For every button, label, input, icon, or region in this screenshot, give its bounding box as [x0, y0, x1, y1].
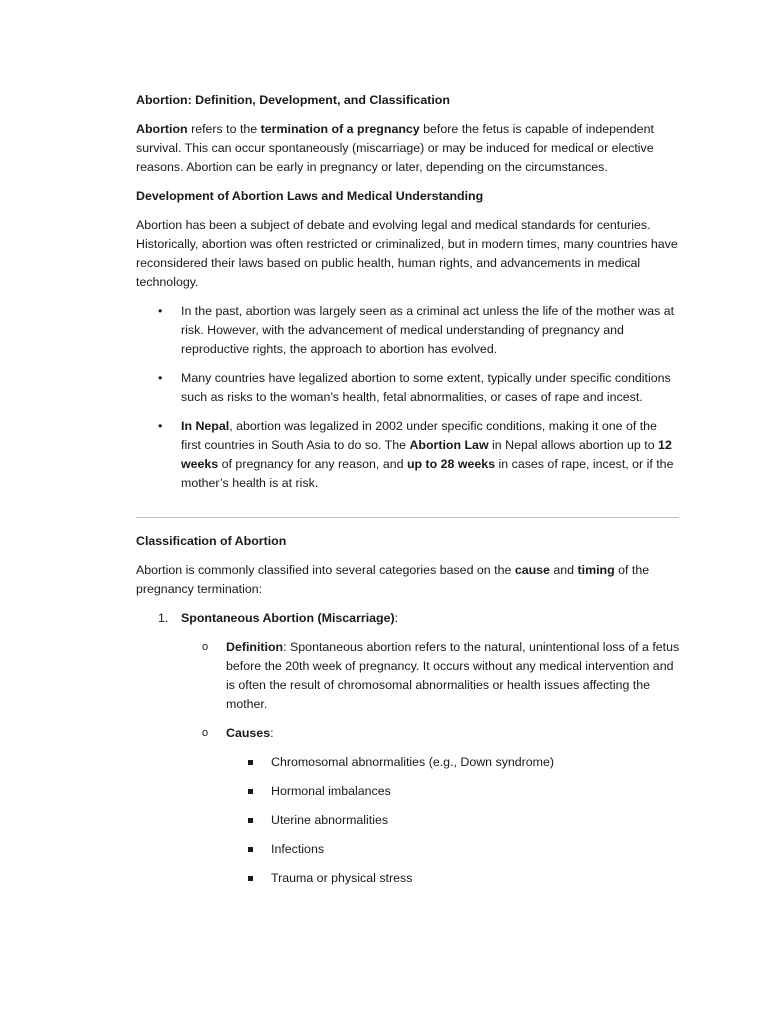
intro-term: Abortion: [136, 122, 188, 136]
weeks-12-label: 12 weeks: [181, 438, 672, 471]
square-bullet-icon: [248, 789, 253, 794]
list-item: [136, 840, 680, 859]
document-title: Abortion: Definition, Development, and Classification: [136, 93, 450, 107]
definition-label: Definition: [226, 640, 284, 654]
cause-label: cause: [514, 563, 550, 577]
bullet-text: In the past, abortion was largely seen as a criminal act unless the life of the mother was at risk. However, with the advancement of medical understanding of pregnancy and reproductive rights, the approach to abortion has evolved.: [181, 304, 675, 356]
circle-bullet-icon: o: [202, 727, 209, 739]
cause-text: Infections: [271, 842, 325, 856]
intro-text-2: before the fetus is capable of independent survival. This can occur spontaneously (miscarriage) or may be induced for medical or elective reasons. Abortion can be early in pregnancy or later, depending on the circumstances.: [136, 122, 654, 174]
classification-text: Abortion is commonly classified into several categories based on the: [136, 563, 515, 577]
document-body: [136, 91, 680, 898]
square-bullet-icon: [248, 760, 253, 765]
bullet-text-part: in cases of rape, incest, or if the mother’s health is at risk.: [181, 457, 674, 490]
intro-highlight: termination of a pregnancy: [260, 122, 420, 136]
item-colon: :: [394, 611, 399, 625]
circle-bullet-icon: o: [202, 641, 209, 653]
item-title: Spontaneous Abortion (Miscarriage): [181, 611, 395, 625]
bullet-icon: •: [158, 371, 163, 385]
causes-item: [136, 724, 680, 743]
bullet-text-part: , abortion was legalized in 2002 under specific conditions, making it one of the first countries in South Asia to do so. The: [181, 419, 657, 452]
cause-text: Uterine abnormalities: [271, 813, 389, 827]
intro-text-1: refers to the: [187, 122, 261, 136]
nepal-label: In Nepal: [181, 419, 230, 433]
list-item: [136, 302, 680, 359]
cause-text: Chromosomal abnormalities (e.g., Down syndrome): [271, 755, 555, 769]
list-item: [136, 811, 680, 830]
classification-intro: [136, 561, 680, 599]
bullet-text-part: in Nepal allows abortion up to: [488, 438, 659, 452]
causes-list: [136, 753, 680, 888]
development-paragraph: Abortion has been a subject of debate and evolving legal and medical standards for centuries. Historically, abortion was often restricted or criminalized, but in modern times, many countries have reconsidered their laws based on public health, human rights, and advancements in medical technology.: [136, 218, 678, 289]
cause-text: Trauma or physical stress: [271, 871, 413, 885]
square-bullet-icon: [248, 847, 253, 852]
classification-text: and: [549, 563, 578, 577]
cause-text: Hormonal imbalances: [271, 784, 391, 798]
intro-paragraph: [136, 120, 680, 177]
list-item: [136, 869, 680, 888]
classification-text: of the pregnancy termination:: [136, 563, 650, 596]
bullet-icon: •: [158, 419, 163, 433]
development-heading: Development of Abortion Laws and Medical Understanding: [136, 189, 484, 203]
causes-label: Causes: [226, 726, 271, 740]
abortion-law-label: Abortion Law: [409, 438, 489, 452]
list-item: [136, 753, 680, 772]
square-bullet-icon: [248, 818, 253, 823]
list-item: [136, 782, 680, 801]
section-divider: [136, 517, 679, 518]
item-number: 1.: [158, 611, 169, 625]
classification-heading: Classification of Abortion: [136, 534, 287, 548]
bullet-text: [181, 419, 673, 490]
bullet-icon: •: [158, 304, 163, 318]
definition-text: : Spontaneous abortion refers to the natural, unintentional loss of a fetus before the 20th week of pregnancy. It occurs without any medical intervention and is often the result of chromosomal abnormalities or health issues affecting the mother.: [226, 640, 680, 711]
timing-label: timing: [577, 563, 615, 577]
development-bullet-list: [136, 302, 680, 493]
list-item: [136, 369, 680, 407]
numbered-item-spontaneous: [136, 609, 680, 628]
weeks-28-label: up to 28 weeks: [406, 457, 496, 471]
causes-colon: :: [270, 726, 274, 740]
list-item: [136, 417, 680, 493]
square-bullet-icon: [248, 876, 253, 881]
bullet-text: Many countries have legalized abortion to some extent, typically under specific conditions such as risks to the woman's health, fetal abnormalities, or cases of rape and incest.: [181, 371, 671, 404]
definition-item: [136, 638, 680, 714]
bullet-text-part: of pregnancy for any reason, and: [218, 457, 407, 471]
